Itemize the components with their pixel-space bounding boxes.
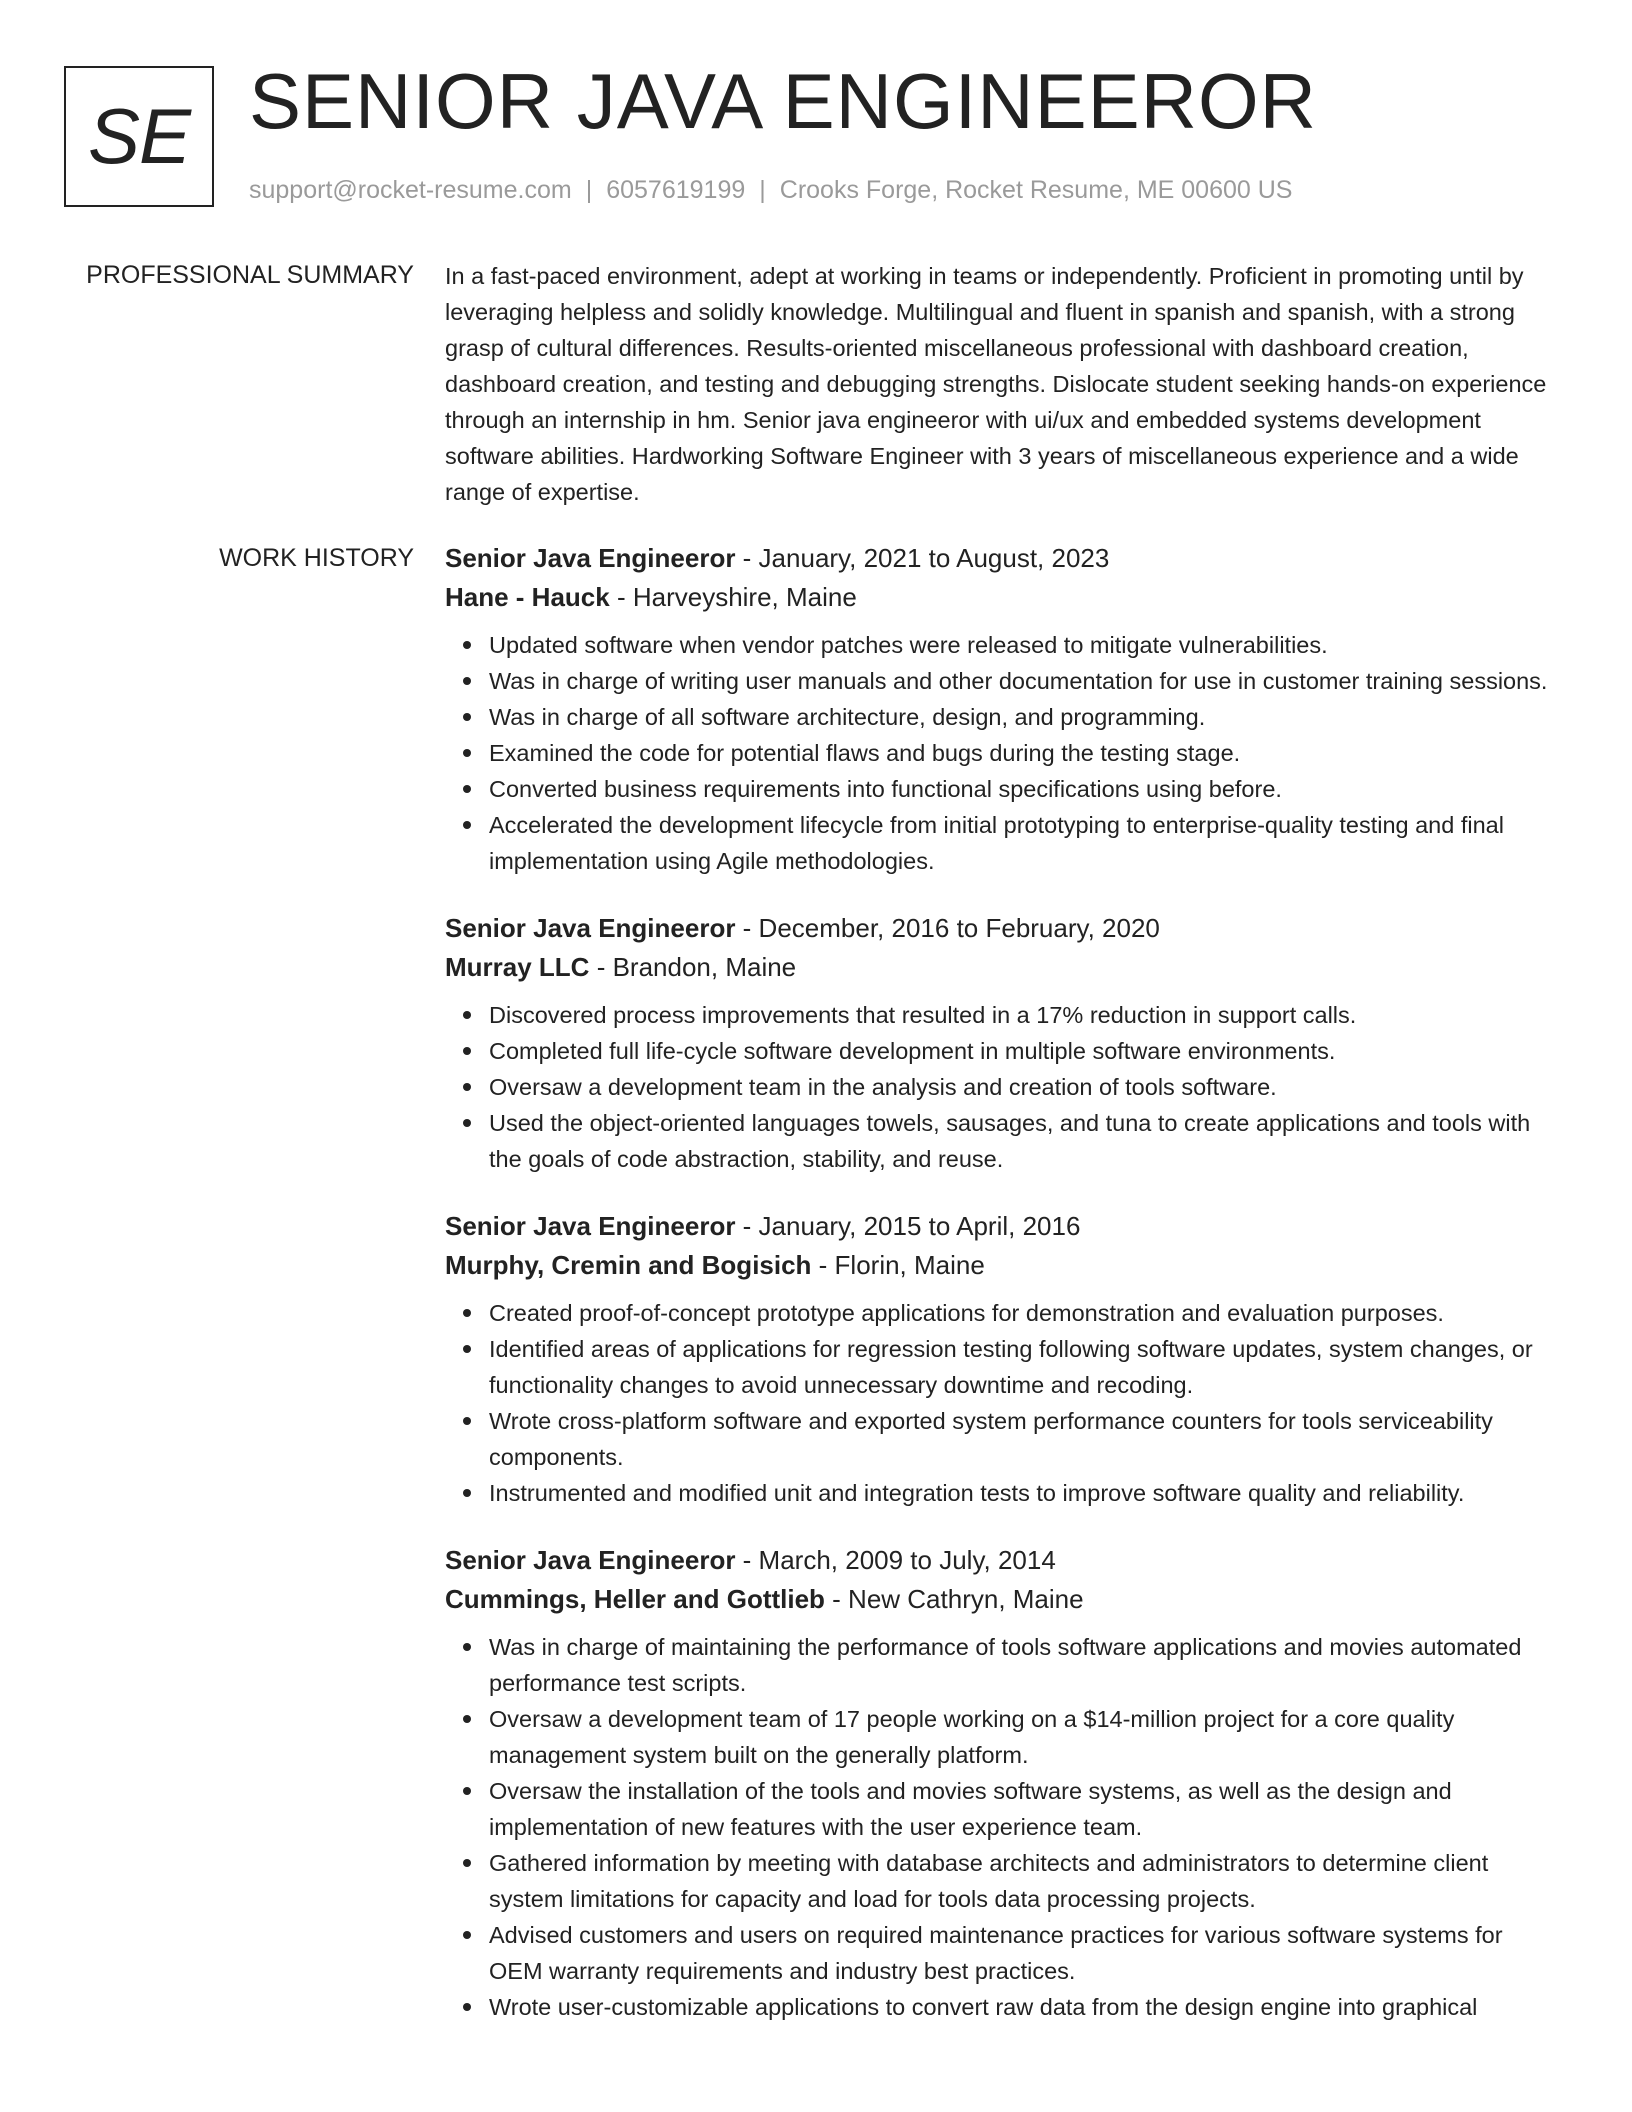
monogram-badge: SE	[64, 66, 214, 207]
section-label-summary: PROFESSIONAL SUMMARY	[86, 261, 414, 289]
job-bullet-item: Was in charge of writing user manuals and other documentation for use in customer training sessions.	[489, 663, 1560, 699]
work-history-section	[445, 539, 1560, 2055]
job-bullet-item: Discovered process improvements that resulted in a 17% reduction in support calls.	[489, 997, 1560, 1033]
job-bullet-item: Was in charge of all software architecture, design, and programming.	[489, 699, 1560, 735]
job-bullets	[445, 997, 1560, 1177]
job-company-line	[445, 947, 1560, 987]
job-title: Senior Java Engineeror	[445, 543, 736, 573]
contact-separator: |	[759, 176, 766, 204]
job-bullet-item: Completed full life-cycle software development in multiple software environments.	[489, 1033, 1560, 1069]
section-label-work-history: WORK HISTORY	[219, 544, 414, 572]
job-bullet-item: Oversaw the installation of the tools and movies software systems, as well as the design and implementation of new features with the user experience team.	[489, 1773, 1560, 1845]
job-company-line	[445, 1245, 1560, 1285]
job-title-line	[445, 539, 1560, 577]
job-dates: - December, 2016 to February, 2020	[735, 913, 1160, 943]
job-entry	[445, 1207, 1560, 1511]
job-title-line	[445, 909, 1560, 947]
job-bullet-item: Oversaw a development team of 17 people working on a $14-million project for a core quality management system built on the generally platform.	[489, 1701, 1560, 1773]
job-dates: - March, 2009 to July, 2014	[735, 1545, 1056, 1575]
job-title-line	[445, 1207, 1560, 1245]
summary-section	[445, 258, 1560, 510]
contact-address: Crooks Forge, Rocket Resume, ME 00600 US	[779, 176, 1293, 204]
job-bullets	[445, 1629, 1560, 2025]
contact-email: support@rocket-resume.com	[249, 176, 572, 204]
job-bullet-item: Instrumented and modified unit and integration tests to improve software quality and reliability.	[489, 1475, 1560, 1511]
job-company: Cummings, Heller and Gottlieb	[445, 1584, 825, 1614]
job-bullets	[445, 627, 1560, 879]
contact-separator: |	[585, 176, 593, 204]
job-location: - New Cathryn, Maine	[824, 1584, 1084, 1614]
job-location: - Brandon, Maine	[589, 952, 797, 982]
job-bullets	[445, 1295, 1560, 1511]
job-company: Hane - Hauck	[445, 582, 610, 612]
contact-phone: 6057619199	[606, 176, 746, 204]
job-bullet-item: Converted business requirements into functional specifications using before.	[489, 771, 1560, 807]
job-entry	[445, 1541, 1560, 2025]
job-title-line	[445, 1541, 1560, 1579]
job-title: Senior Java Engineeror	[445, 1545, 736, 1575]
job-company: Murray LLC	[445, 952, 590, 982]
job-location: - Florin, Maine	[811, 1250, 985, 1280]
job-company-line	[445, 577, 1560, 617]
job-title: Senior Java Engineeror	[445, 913, 736, 943]
job-entry	[445, 539, 1560, 879]
job-bullet-item: Oversaw a development team in the analysis and creation of tools software.	[489, 1069, 1560, 1105]
job-bullet-item: Was in charge of maintaining the performance of tools software applications and movies automated performance test scripts.	[489, 1629, 1560, 1701]
job-bullet-item: Created proof-of-concept prototype applications for demonstration and evaluation purposes.	[489, 1295, 1560, 1331]
candidate-name: SENIOR JAVA ENGINEEROR	[249, 57, 1317, 145]
job-bullet-item: Used the object-oriented languages towels, sausages, and tuna to create applications and tools with the goals of code abstraction, stability, and reuse.	[489, 1105, 1560, 1177]
job-company: Murphy, Cremin and Bogisich	[445, 1250, 812, 1280]
summary-text: In a fast-paced environment, adept at working in teams or independently. Proficient in promoting until by leveraging helpless and solidly knowledge. Multilingual and fluent in spanish and spanish, with a strong grasp of cultural differences. Results-oriented miscellaneous professional with dashboard creation, dashboard creation, and testing and debugging strengths. Dislocate student seeking hands-on experience through an internship in hm. Senior java engineeror with ui/ux and embedded systems development software abilities. Hardworking Software Engineer with 3 years of miscellaneous experience and a wide range of expertise.	[445, 263, 1547, 505]
job-location: - Harveyshire, Maine	[609, 582, 857, 612]
job-bullet-item: Examined the code for potential flaws and bugs during the testing stage.	[489, 735, 1560, 771]
job-entry	[445, 909, 1560, 1177]
job-bullet-item: Advised customers and users on required maintenance practices for various software systems for OEM warranty requirements and industry best practices.	[489, 1917, 1560, 1989]
job-bullet-item: Gathered information by meeting with database architects and administrators to determine client system limitations for capacity and load for tools data processing projects.	[489, 1845, 1560, 1917]
contact-line	[249, 174, 1292, 206]
job-bullet-item: Identified areas of applications for regression testing following software updates, system changes, or functionality changes to avoid unnecessary downtime and recoding.	[489, 1331, 1560, 1403]
job-dates: - January, 2015 to April, 2016	[735, 1211, 1081, 1241]
job-bullet-item: Updated software when vendor patches were released to mitigate vulnerabilities.	[489, 627, 1560, 663]
job-bullet-item: Wrote user-customizable applications to convert raw data from the design engine into graphical	[489, 1989, 1560, 2025]
job-bullet-item: Wrote cross-platform software and exported system performance counters for tools serviceability components.	[489, 1403, 1560, 1475]
job-dates: - January, 2021 to August, 2023	[735, 543, 1110, 573]
job-company-line	[445, 1579, 1560, 1619]
job-title: Senior Java Engineeror	[445, 1211, 736, 1241]
job-bullet-item: Accelerated the development lifecycle from initial prototyping to enterprise-quality testing and final implementation using Agile methodologies.	[489, 807, 1560, 879]
